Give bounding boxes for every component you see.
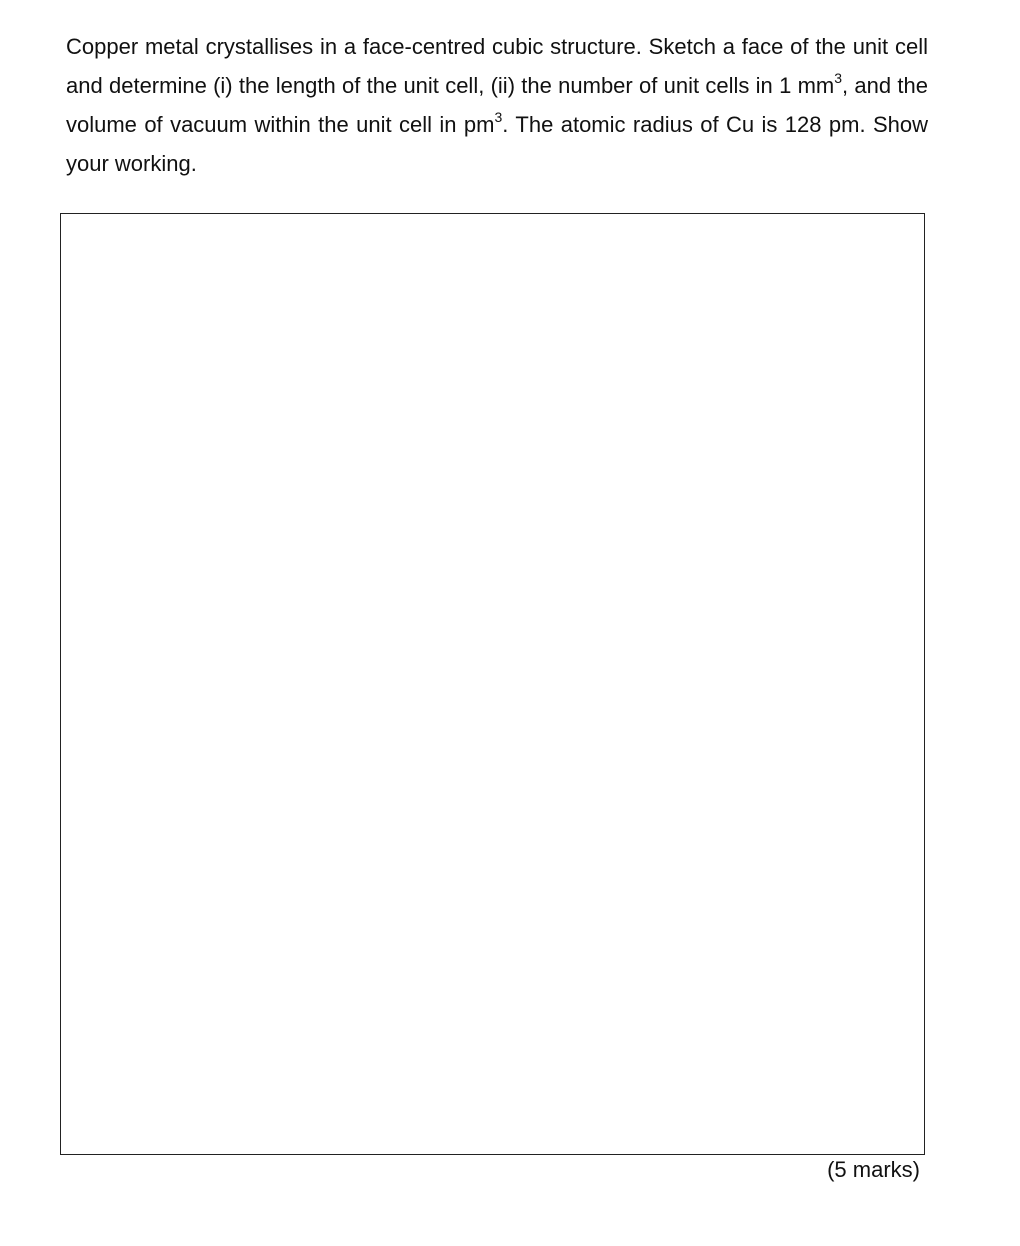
- answer-box[interactable]: [60, 213, 925, 1155]
- question-text-part-1: Copper metal crystallises in a face-centred cubic structure. Sketch a face of the unit cell and determine (i) the length of the unit cell, (ii) the number of unit cells in 1 mm: [66, 34, 928, 98]
- question-text: [66, 27, 928, 183]
- question-text-part-3: . The atomic radius of Cu is 128 pm. Show your working.: [66, 112, 928, 176]
- superscript-cubed: 3: [494, 108, 503, 125]
- superscript-cubed: 3: [834, 69, 843, 86]
- question-text-part-2: , and the volume of vacuum within the unit cell in pm: [66, 73, 928, 137]
- marks-label: (5 marks): [827, 1157, 920, 1182]
